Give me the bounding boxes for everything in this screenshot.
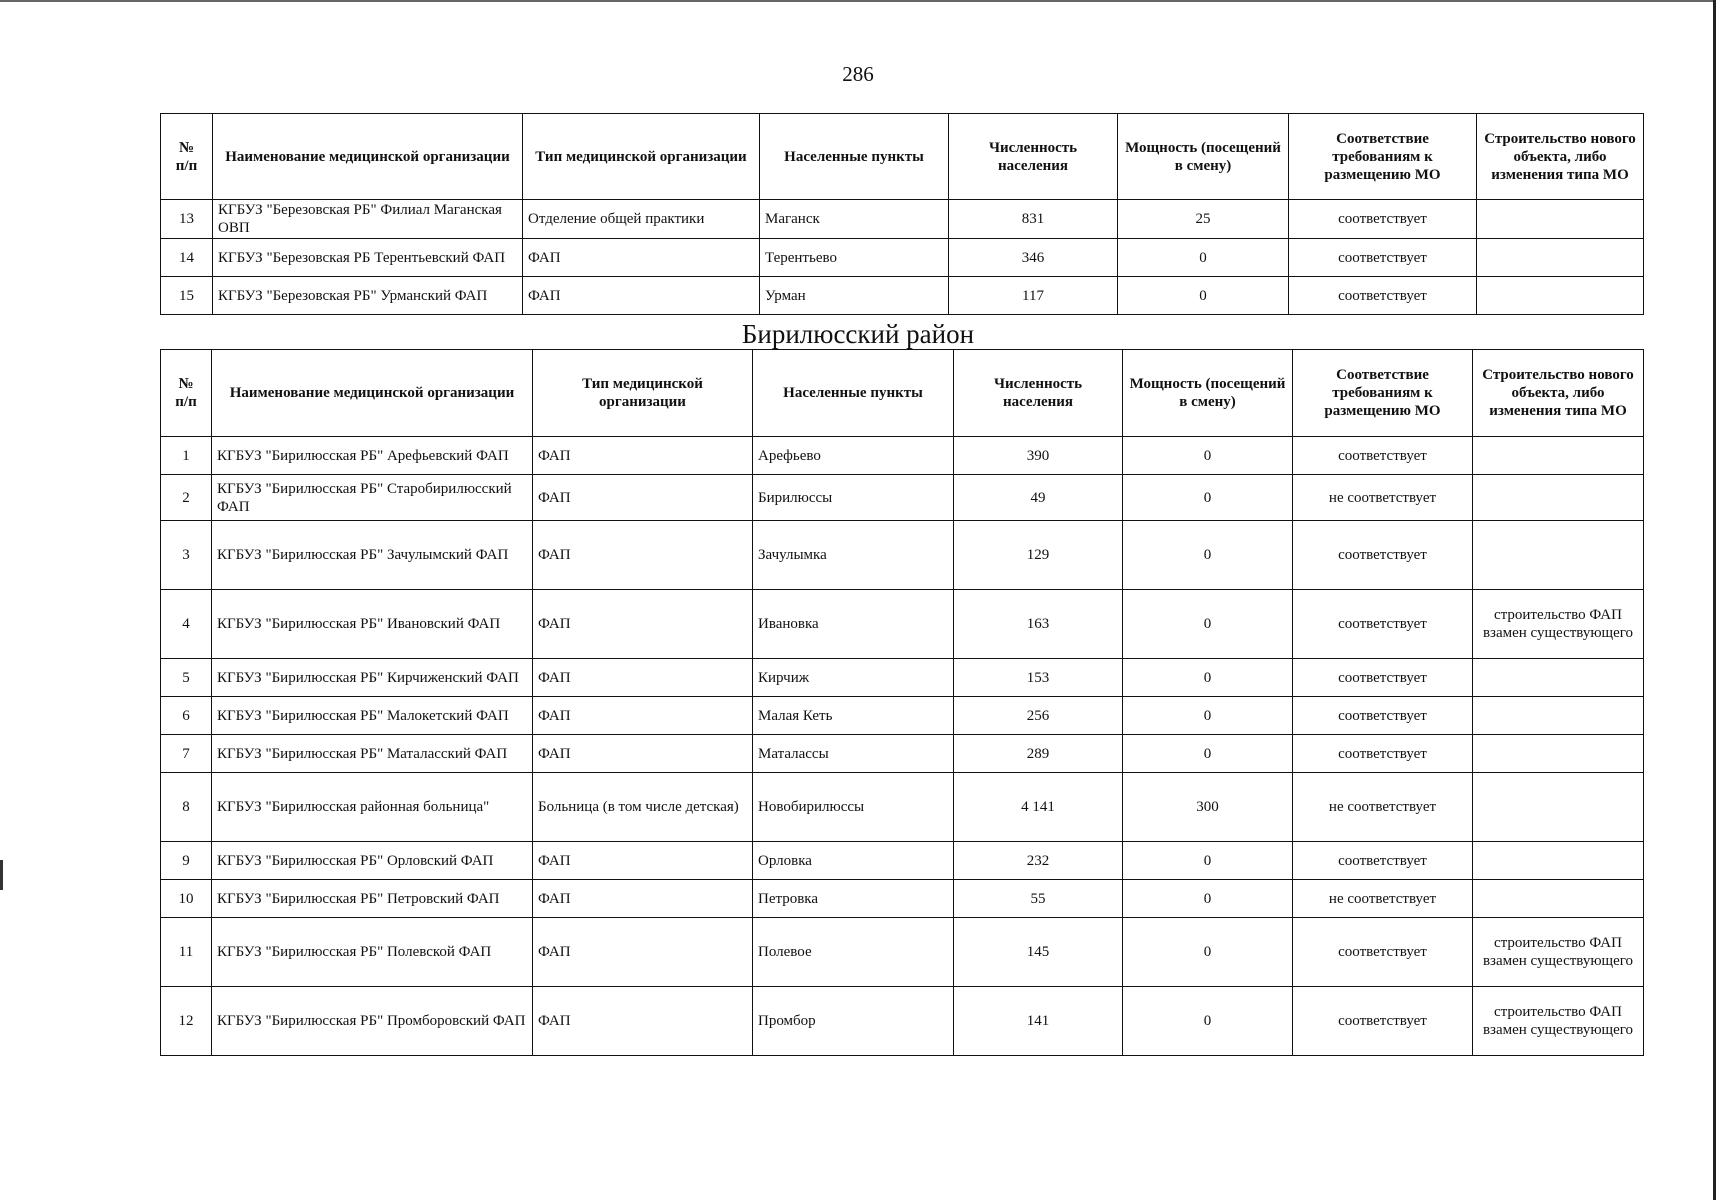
settlement-cell: Орловка <box>753 842 954 880</box>
construction-note-cell <box>1473 437 1644 475</box>
capacity-cell: 0 <box>1123 880 1293 918</box>
row-number-cell: 14 <box>161 239 213 277</box>
table-row <box>161 475 1644 521</box>
construction-note-cell <box>1473 475 1644 521</box>
row-number-cell: 9 <box>161 842 212 880</box>
population-cell: 163 <box>954 590 1123 659</box>
capacity-cell: 300 <box>1123 773 1293 842</box>
capacity-cell: 0 <box>1118 239 1289 277</box>
organization-name-cell: КГБУЗ "Бирилюсская РБ" Ивановский ФАП <box>212 590 533 659</box>
compliance-status-cell: соответствует <box>1293 918 1473 987</box>
table-row <box>161 590 1644 659</box>
organization-name-cell: КГБУЗ "Бирилюсская РБ" Полевской ФАП <box>212 918 533 987</box>
header-places: Населенные пункты <box>753 350 954 437</box>
population-cell: 831 <box>949 200 1118 239</box>
construction-note-cell <box>1473 697 1644 735</box>
organization-name-cell: КГБУЗ "Березовская РБ Терентьевский ФАП <box>213 239 523 277</box>
organization-name-cell: КГБУЗ "Бирилюсская РБ" Петровский ФАП <box>212 880 533 918</box>
settlement-cell: Маталассы <box>753 735 954 773</box>
settlement-cell: Маганск <box>760 200 949 239</box>
construction-note-cell <box>1477 200 1644 239</box>
settlement-cell: Зачулымка <box>753 521 954 590</box>
organization-type-cell: ФАП <box>533 521 753 590</box>
compliance-status-cell: соответствует <box>1293 842 1473 880</box>
header-population: Численность населения <box>949 114 1118 200</box>
table-row <box>161 697 1644 735</box>
organization-type-cell: ФАП <box>533 659 753 697</box>
table-body <box>161 437 1644 1056</box>
construction-note-cell: строительство ФАП взамен существующего <box>1473 590 1644 659</box>
population-cell: 232 <box>954 842 1123 880</box>
capacity-cell: 0 <box>1123 590 1293 659</box>
table-row <box>161 659 1644 697</box>
construction-note-cell <box>1473 880 1644 918</box>
table-row <box>161 773 1644 842</box>
population-cell: 390 <box>954 437 1123 475</box>
row-number-cell: 1 <box>161 437 212 475</box>
organization-type-cell: ФАП <box>533 987 753 1056</box>
construction-note-cell <box>1473 773 1644 842</box>
organization-type-cell: Отделение общей практики <box>523 200 760 239</box>
construction-note-cell <box>1473 735 1644 773</box>
organization-type-cell: ФАП <box>533 918 753 987</box>
row-number-cell: 15 <box>161 277 213 315</box>
organization-type-cell: ФАП <box>533 475 753 521</box>
organization-type-cell: Больница (в том числе детская) <box>533 773 753 842</box>
organization-type-cell: ФАП <box>533 842 753 880</box>
organization-name-cell: КГБУЗ "Бирилюсская РБ" Маталасский ФАП <box>212 735 533 773</box>
population-cell: 4 141 <box>954 773 1123 842</box>
settlement-cell: Кирчиж <box>753 659 954 697</box>
table-row <box>161 880 1644 918</box>
row-number-cell: 6 <box>161 697 212 735</box>
settlement-cell: Бирилюссы <box>753 475 954 521</box>
organization-type-cell: ФАП <box>533 880 753 918</box>
header-construction: Строительство нового объекта, либо изменения типа МО <box>1473 350 1644 437</box>
table-row <box>161 437 1644 475</box>
table-body <box>161 200 1644 315</box>
construction-note-cell <box>1477 239 1644 277</box>
header-type: Тип медицинской организации <box>533 350 753 437</box>
organization-type-cell: ФАП <box>523 277 760 315</box>
table-row <box>161 277 1644 315</box>
settlement-cell: Ивановка <box>753 590 954 659</box>
row-number-cell: 12 <box>161 987 212 1056</box>
row-number-cell: 13 <box>161 200 213 239</box>
capacity-cell: 25 <box>1118 200 1289 239</box>
scan-left-mark <box>0 860 3 890</box>
settlement-cell: Арефьево <box>753 437 954 475</box>
settlement-cell: Промбор <box>753 987 954 1056</box>
row-number-cell: 11 <box>161 918 212 987</box>
table-row <box>161 987 1644 1056</box>
header-construction: Строительство нового объекта, либо изменения типа МО <box>1477 114 1644 200</box>
row-number-cell: 2 <box>161 475 212 521</box>
header-type: Тип медицинской организации <box>523 114 760 200</box>
organization-type-cell: ФАП <box>533 697 753 735</box>
district-title: Бирилюсский район <box>741 319 975 349</box>
row-number-cell: 5 <box>161 659 212 697</box>
capacity-cell: 0 <box>1123 918 1293 987</box>
construction-note-cell <box>1477 277 1644 315</box>
compliance-status-cell: не соответствует <box>1293 475 1473 521</box>
header-num: № п/п <box>161 114 213 200</box>
capacity-cell: 0 <box>1118 277 1289 315</box>
facilities-table-birilyussky <box>160 349 1644 1056</box>
header-name: Наименование медицинской организации <box>213 114 523 200</box>
table-header-row <box>161 114 1644 200</box>
scan-top-edge <box>0 0 1716 2</box>
compliance-status-cell: соответствует <box>1289 277 1477 315</box>
table-header-row <box>161 350 1644 437</box>
population-cell: 117 <box>949 277 1118 315</box>
construction-note-cell <box>1473 521 1644 590</box>
capacity-cell: 0 <box>1123 475 1293 521</box>
row-number-cell: 10 <box>161 880 212 918</box>
population-cell: 145 <box>954 918 1123 987</box>
compliance-status-cell: соответствует <box>1289 200 1477 239</box>
population-cell: 289 <box>954 735 1123 773</box>
construction-note-cell: строительство ФАП взамен существующего <box>1473 918 1644 987</box>
compliance-status-cell: соответствует <box>1293 590 1473 659</box>
compliance-status-cell: соответствует <box>1293 735 1473 773</box>
organization-name-cell: КГБУЗ "Березовская РБ" Филиал Маганская ОВП <box>213 200 523 239</box>
organization-name-cell: КГБУЗ "Бирилюсская РБ" Арефьевский ФАП <box>212 437 533 475</box>
header-capacity: Мощность (посещений в смену) <box>1118 114 1289 200</box>
header-compliance: Соответствие требованиям к размещению МО <box>1293 350 1473 437</box>
header-num: № п/п <box>161 350 212 437</box>
compliance-status-cell: не соответствует <box>1293 773 1473 842</box>
organization-type-cell: ФАП <box>533 590 753 659</box>
table-row <box>161 239 1644 277</box>
capacity-cell: 0 <box>1123 659 1293 697</box>
organization-name-cell: КГБУЗ "Бирилюсская районная больница" <box>212 773 533 842</box>
organization-name-cell: КГБУЗ "Бирилюсская РБ" Кирчиженский ФАП <box>212 659 533 697</box>
capacity-cell: 0 <box>1123 987 1293 1056</box>
compliance-status-cell: соответствует <box>1293 987 1473 1056</box>
header-name: Наименование медицинской организации <box>212 350 533 437</box>
organization-type-cell: ФАП <box>523 239 760 277</box>
compliance-status-cell: соответствует <box>1289 239 1477 277</box>
capacity-cell: 0 <box>1123 521 1293 590</box>
population-cell: 55 <box>954 880 1123 918</box>
capacity-cell: 0 <box>1123 842 1293 880</box>
organization-name-cell: КГБУЗ "Бирилюсская РБ" Малокетский ФАП <box>212 697 533 735</box>
table-row <box>161 200 1644 239</box>
facilities-table-berezovsky <box>160 113 1644 315</box>
table-row <box>161 521 1644 590</box>
organization-name-cell: КГБУЗ "Бирилюсская РБ" Старобирилюсский ФАП <box>212 475 533 521</box>
capacity-cell: 0 <box>1123 437 1293 475</box>
settlement-cell: Терентьево <box>760 239 949 277</box>
population-cell: 256 <box>954 697 1123 735</box>
capacity-cell: 0 <box>1123 697 1293 735</box>
compliance-status-cell: соответствует <box>1293 697 1473 735</box>
population-cell: 141 <box>954 987 1123 1056</box>
row-number-cell: 4 <box>161 590 212 659</box>
header-compliance: Соответствие требованиям к размещению МО <box>1289 114 1477 200</box>
population-cell: 346 <box>949 239 1118 277</box>
row-number-cell: 7 <box>161 735 212 773</box>
compliance-status-cell: не соответствует <box>1293 880 1473 918</box>
settlement-cell: Петровка <box>753 880 954 918</box>
organization-name-cell: КГБУЗ "Бирилюсская РБ" Орловский ФАП <box>212 842 533 880</box>
settlement-cell: Новобирилюссы <box>753 773 954 842</box>
settlement-cell: Малая Кеть <box>753 697 954 735</box>
settlement-cell: Урман <box>760 277 949 315</box>
settlement-cell: Полевое <box>753 918 954 987</box>
construction-note-cell <box>1473 659 1644 697</box>
organization-type-cell: ФАП <box>533 735 753 773</box>
header-places: Населенные пункты <box>760 114 949 200</box>
compliance-status-cell: соответствует <box>1293 437 1473 475</box>
organization-type-cell: ФАП <box>533 437 753 475</box>
header-population: Численность населения <box>954 350 1123 437</box>
table-row <box>161 735 1644 773</box>
organization-name-cell: КГБУЗ "Бирилюсская РБ" Зачулымский ФАП <box>212 521 533 590</box>
capacity-cell: 0 <box>1123 735 1293 773</box>
organization-name-cell: КГБУЗ "Березовская РБ" Урманский ФАП <box>213 277 523 315</box>
row-number-cell: 8 <box>161 773 212 842</box>
table-row <box>161 918 1644 987</box>
organization-name-cell: КГБУЗ "Бирилюсская РБ" Промборовский ФАП <box>212 987 533 1056</box>
table-row <box>161 842 1644 880</box>
construction-note-cell <box>1473 842 1644 880</box>
compliance-status-cell: соответствует <box>1293 521 1473 590</box>
page-number: 286 <box>842 62 874 86</box>
population-cell: 153 <box>954 659 1123 697</box>
header-capacity: Мощность (посещений в смену) <box>1123 350 1293 437</box>
compliance-status-cell: соответствует <box>1293 659 1473 697</box>
population-cell: 129 <box>954 521 1123 590</box>
population-cell: 49 <box>954 475 1123 521</box>
row-number-cell: 3 <box>161 521 212 590</box>
construction-note-cell: строительство ФАП взамен существующего <box>1473 987 1644 1056</box>
